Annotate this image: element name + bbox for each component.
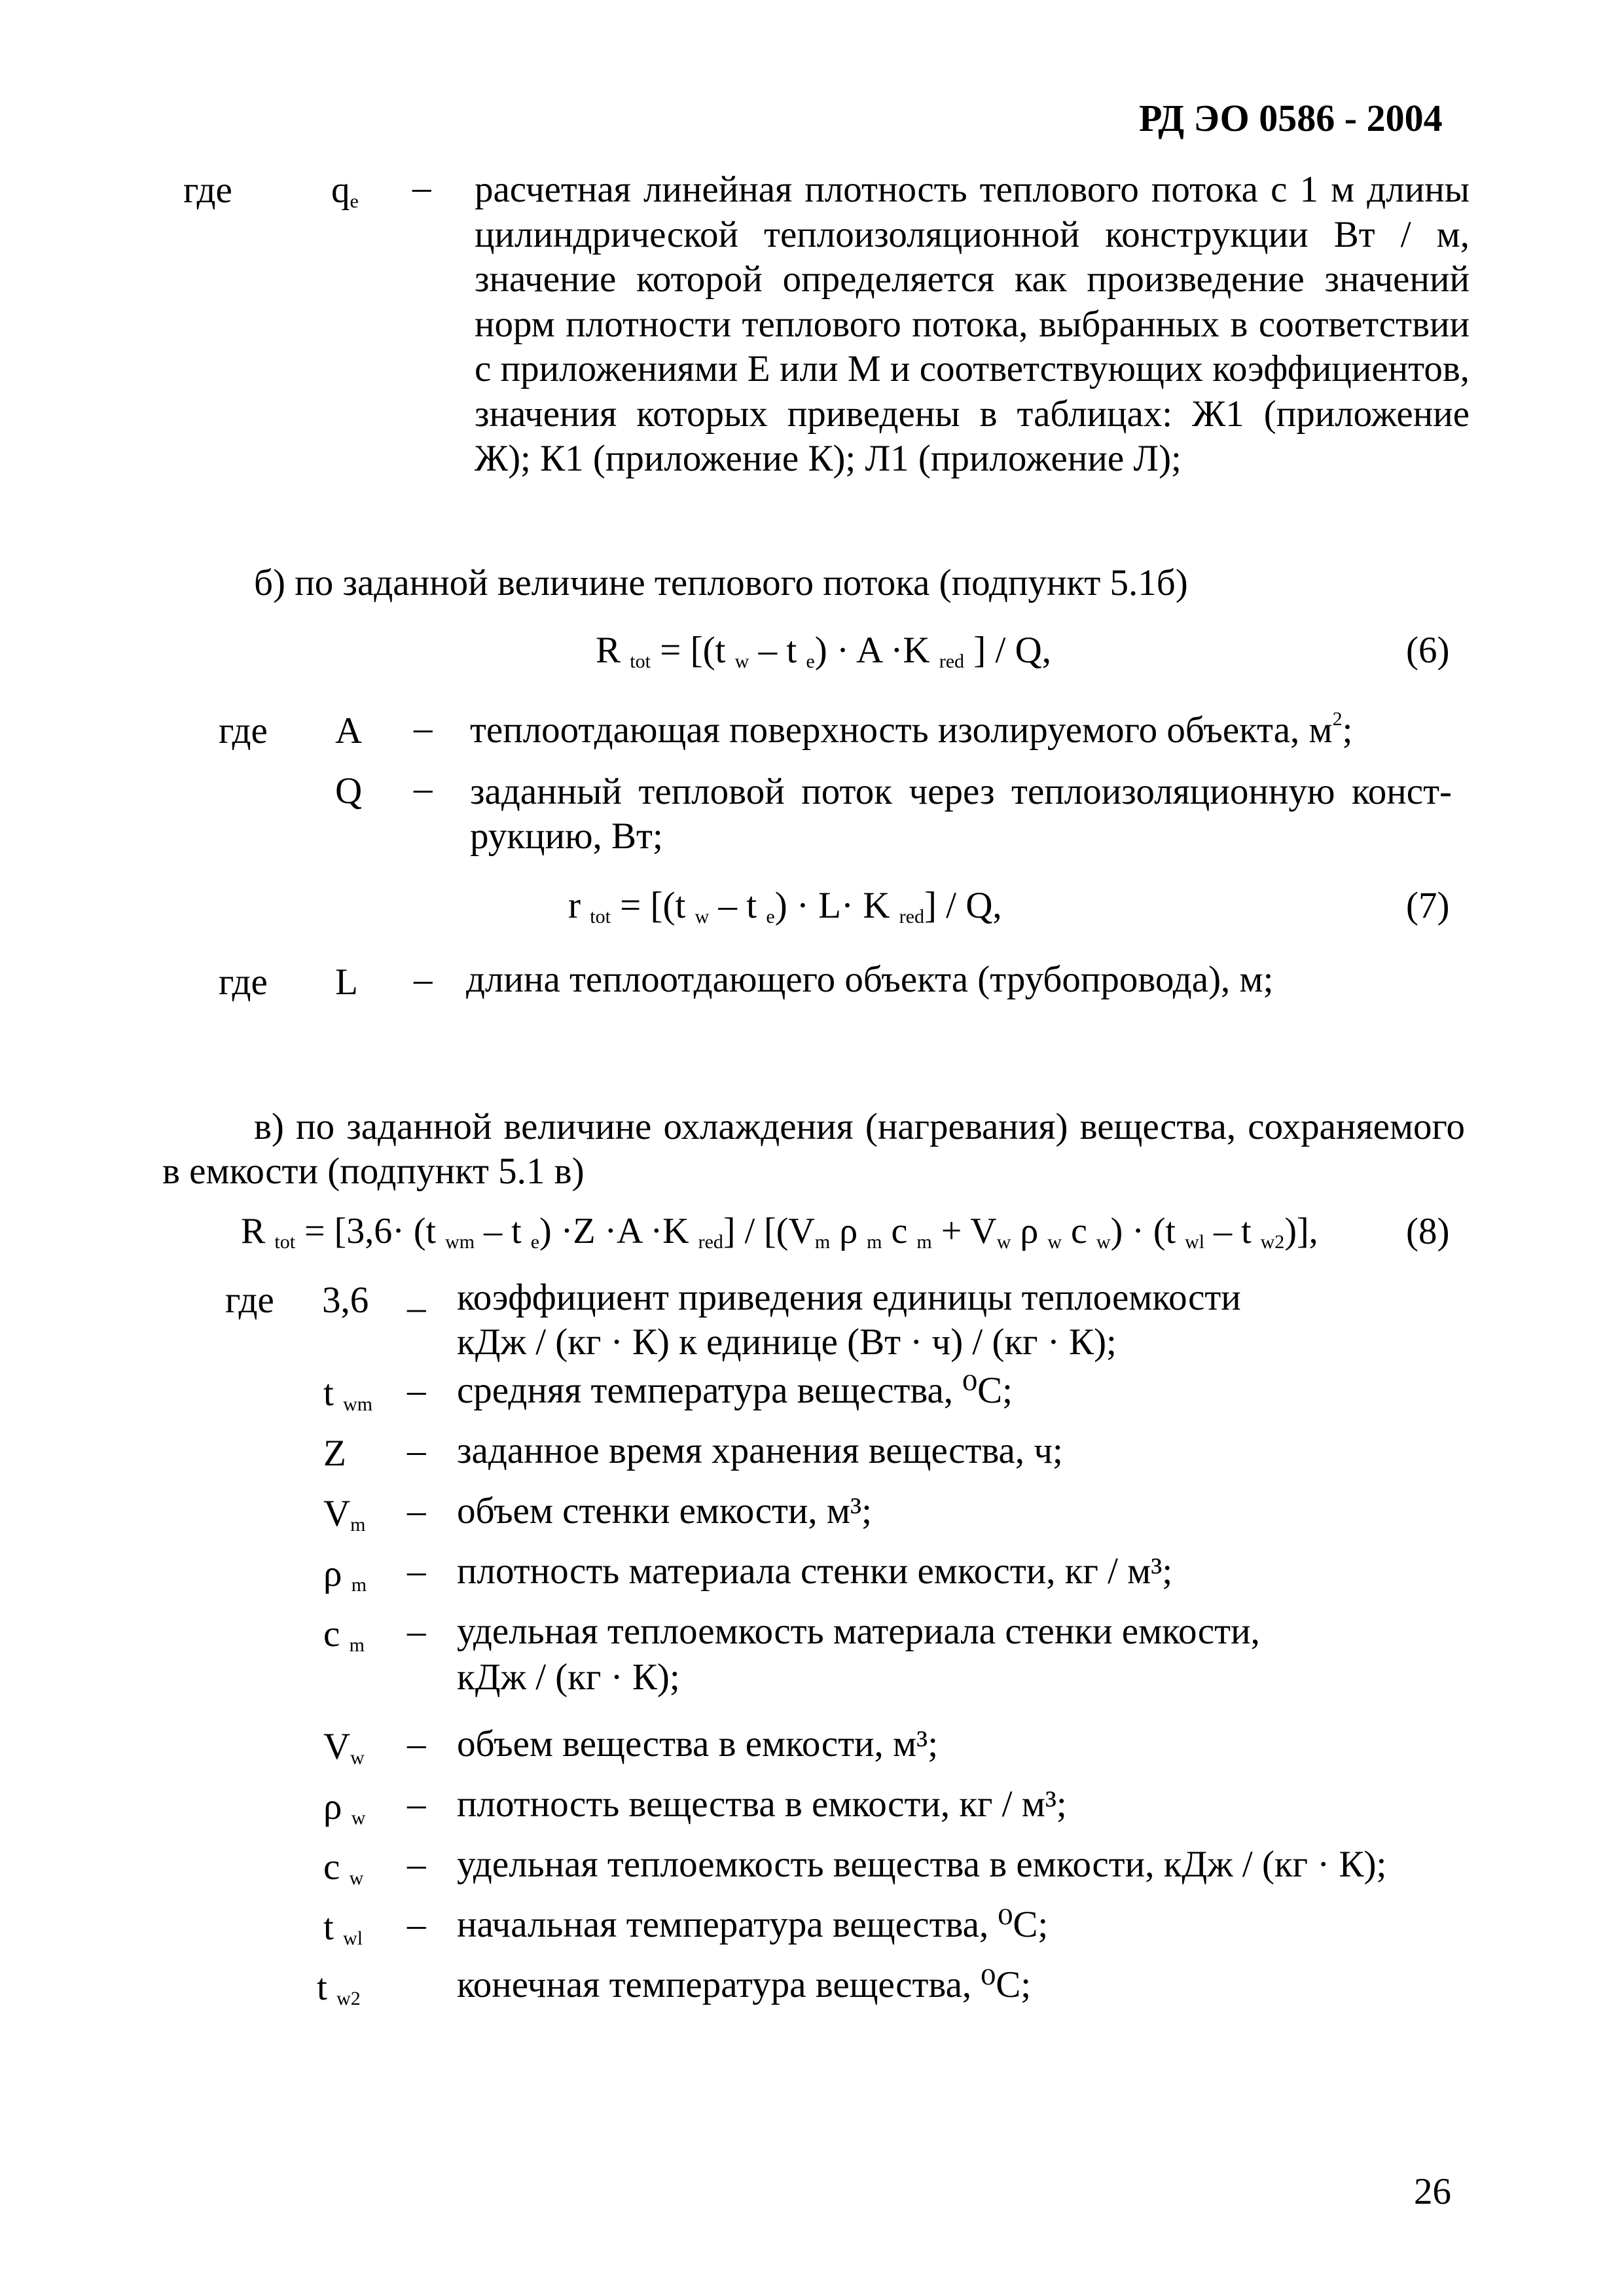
c-w-definition-text: удельная теплоемкость вещества в емкости, кДж / (кг · К);: [457, 1844, 1387, 1885]
definition-dash: –: [414, 708, 433, 749]
symbol-qe: $q_е$: [331, 170, 359, 212]
definition-dash: –: [407, 1370, 426, 1411]
t-w2-definition-text: конечная температура вещества, ⁰С;: [457, 1964, 1032, 2005]
definition-dash: –: [407, 1611, 426, 1652]
where-label: где: [225, 1280, 274, 1321]
formula-8-number: (8): [1406, 1211, 1450, 1252]
c-m-definition-line1: удельная теплоемкость материала стенки емкости,: [457, 1611, 1260, 1652]
definition-dash: _: [407, 1274, 426, 1316]
coef-definition-line1: коэффициент приведения единицы теплоемкости: [457, 1277, 1241, 1318]
qe-definition-text: расчетная линейная плотность теплового потока с 1 м длины цилиндрической теплоизоляционной конструкции Вт / м, значение которой определяется как произведение значений норм плотности теплового потока, выбранных в соответствии с приложениями Е или М и соответствующих коэффициентов, значения которых приведены в таблицах: Ж1 (приложение Ж); К1 (приложение К); Л1 (приложение Л);: [475, 169, 1470, 479]
where-label: где: [219, 961, 268, 1003]
A-definition-text: теплоотдающая поверхность изолируемого объекта, $м^2$;: [470, 708, 1353, 751]
t-wl-definition-text: начальная температура вещества, ⁰С;: [457, 1904, 1049, 1945]
symbol-t-wm: t $_{wm}$: [323, 1372, 373, 1415]
definition-dash: –: [414, 768, 433, 809]
symbol-A: A: [335, 710, 363, 751]
formula-6: R $_{tot}$ = [(t $_w$ – t $_e$) · A ·K $_{red}$ ] / Q,: [596, 630, 1052, 672]
definition-dash: –: [407, 1844, 426, 1885]
symbol-L: L: [335, 961, 358, 1003]
document-code-header: РД ЭО 0586 - 2004: [1139, 97, 1443, 139]
where-label: где: [183, 170, 232, 211]
Z-definition-text: заданное время хранения вещества, ч;: [457, 1430, 1063, 1471]
definition-dash: –: [414, 959, 433, 1000]
coef-definition-line2: кДж / (кг · К) к единице (Вт · ч) / (кг · К);: [457, 1321, 1117, 1363]
definition-dash: –: [407, 1723, 426, 1765]
item-v-heading: в) по заданной величине охлаждения (нагревания) вещества, сохраняемого в емкости (подпункт 5.1 в): [162, 1106, 1465, 1192]
rho-w-definition-text: плотность вещества в емкости, кг / м³;: [457, 1784, 1067, 1825]
symbol-rho-m: ρ $_m$: [323, 1553, 367, 1596]
definition-dash: –: [407, 1904, 426, 1945]
formula-7: r $_{tot}$ = [(t $_w$ – t $_e$) · L· K $_{red}$] / Q,: [568, 885, 1002, 927]
symbol-3-6: 3,6: [322, 1280, 369, 1321]
symbol-t-wl: t $_{wl}$: [323, 1907, 363, 1949]
definition-dash: –: [412, 167, 431, 208]
V-w-definition-text: объем вещества в емкости, м³;: [457, 1723, 939, 1765]
formula-7-number: (7): [1406, 885, 1450, 926]
L-definition-text: длина теплоотдающего объекта (трубопровода), м;: [466, 959, 1274, 1000]
where-label: где: [219, 710, 268, 751]
definition-dash: –: [407, 1430, 426, 1471]
symbol-rho-w: ρ $_w$: [323, 1786, 366, 1829]
formula-8: R $_{tot}$ = [3,6· (t $_{wm}$ – t $_e$) ·Z ·A ·K $_{red}] / [(V_m$ ρ $_m$ c $_m + V_w$ ρ $_w$ c $_w$) · (t $_{wl}$ – t $_{w2}$)],: [241, 1211, 1318, 1253]
item-b-heading: б) по заданной величине теплового потока (подпункт 5.1б): [254, 562, 1188, 603]
c-m-definition-line2: кДж / (кг · К);: [457, 1657, 680, 1698]
symbol-V-m: $V_m$: [323, 1493, 366, 1535]
symbol-Q: Q: [335, 770, 363, 812]
formula-6-number: (6): [1406, 630, 1450, 671]
symbol-c-w: c $_w$: [323, 1846, 364, 1889]
page-number: 26: [1414, 2171, 1451, 2212]
rho-m-definition-text: плотность материала стенки емкости, кг / м³;: [457, 1551, 1173, 1592]
definition-dash: –: [407, 1784, 426, 1825]
definition-dash: –: [407, 1551, 426, 1592]
Q-definition-text: заданный тепловой поток через теплоизоляционную конст-рукцию, Вт;: [470, 771, 1452, 857]
symbol-Z: Z: [323, 1433, 346, 1474]
t-wm-definition-text: средняя температура вещества, ⁰С;: [457, 1370, 1013, 1411]
symbol-c-m: c $_m$: [323, 1613, 365, 1656]
symbol-t-w2: t $_{w2}$: [317, 1967, 361, 2009]
V-m-definition-text: объем стенки емкости, м³;: [457, 1490, 872, 1532]
definition-dash: –: [407, 1490, 426, 1532]
symbol-V-w: $V_w$: [323, 1726, 365, 1768]
